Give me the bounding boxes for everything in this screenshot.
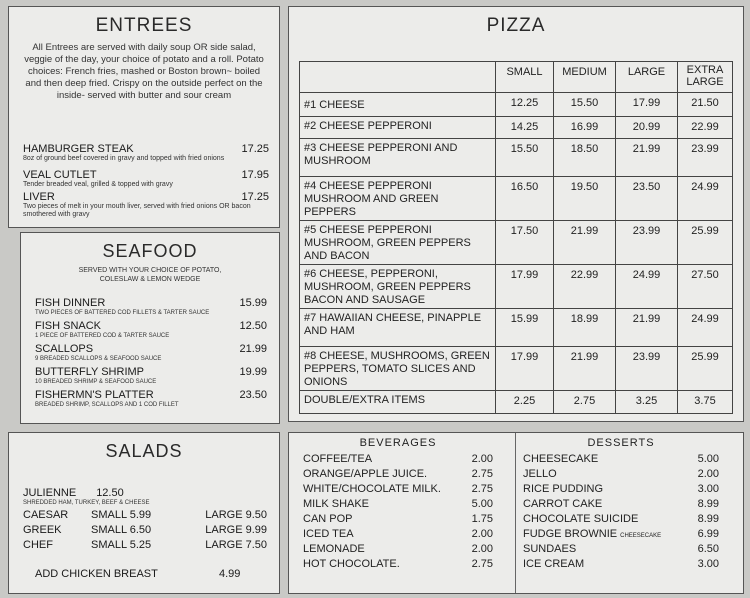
- dessert-price: 6.50: [697, 543, 719, 555]
- seafood-name: BUTTERFLY SHRIMP: [35, 366, 144, 378]
- pizza-price-xlarge: 24.99: [691, 181, 719, 193]
- beverage-name: ICED TEA: [303, 528, 354, 540]
- salad-small-price: SMALL 6.50: [91, 524, 152, 536]
- pizza-price-large: 23.99: [616, 221, 678, 264]
- pizza-row: [300, 139, 732, 177]
- dessert-price: 3.00: [697, 558, 719, 570]
- entree-desc: Tender breaded veal, grilled & topped with gravy: [23, 181, 173, 188]
- pizza-price-small: 16.50: [496, 177, 554, 220]
- pizza-price-xlarge: 22.99: [691, 121, 719, 133]
- pizza-price-xlarge: 21.50: [691, 97, 719, 109]
- beverage-item: [303, 468, 493, 483]
- salad-row: [23, 509, 267, 524]
- pizza-title: PIZZA: [486, 15, 546, 36]
- salad-name: CHEF: [23, 539, 53, 551]
- seafood-price: 23.50: [239, 389, 267, 401]
- dessert-name: CHEESECAKE: [523, 453, 599, 465]
- pizza-name: #8 CHEESE, MUSHROOMS, GREEN PEPPERS, TOMATO SLICES AND ONIONS: [300, 347, 496, 390]
- beverage-price: 5.00: [471, 498, 493, 510]
- pizza-price-xlarge: 24.99: [691, 313, 719, 325]
- pizza-name: #1 CHEESE: [300, 93, 496, 116]
- entree-item: [23, 143, 269, 169]
- entree-price: 17.25: [241, 191, 269, 203]
- pizza-name: #2 CHEESE PEPPERONI: [300, 117, 496, 138]
- salad-name: JULIENNE: [23, 487, 77, 499]
- dessert-item: [523, 468, 719, 483]
- beverage-name: CAN POP: [303, 513, 353, 525]
- pizza-price-large: 21.99: [616, 139, 678, 176]
- pizza-price-large: 20.99: [616, 117, 678, 138]
- beverage-item: [303, 498, 493, 513]
- beverage-price: 1.75: [471, 513, 493, 525]
- salad-name: CAESAR: [23, 509, 69, 521]
- pizza-row: [300, 309, 732, 347]
- entree-price: 17.25: [241, 143, 269, 155]
- pizza-name: DOUBLE/EXTRA ITEMS: [300, 391, 496, 413]
- pizza-price-medium: 21.99: [554, 347, 616, 390]
- salad-small-price: SMALL 5.99: [91, 509, 152, 521]
- dessert-name: JELLO: [523, 468, 557, 480]
- entrees-intro: All Entrees are served with daily soup OR side salad, veggie of the day, your choice of potato and a roll. Potato choices: French fries, mashed or Boston brown~ boiled and then deep fried. Crispy on the outside perfect on the inside- served with butter and sour cream: [24, 42, 264, 101]
- pizza-price-medium: 18.50: [554, 139, 616, 176]
- beverage-price: 2.75: [471, 468, 493, 480]
- seafood-desc: BREADED SHRIMP, SCALLOPS AND 1 COD FILLET: [35, 402, 179, 408]
- dessert-item: [523, 453, 719, 468]
- seafood-desc: 10 BREADED SHRIMP & SEAFOOD SAUCE: [35, 379, 157, 385]
- dessert-price: 3.00: [697, 483, 719, 495]
- salad-row: [23, 524, 267, 539]
- pizza-row: [300, 93, 732, 117]
- seafood-title: SEAFOOD: [102, 241, 198, 261]
- seafood-desc: 1 PIECE OF BATTERED COD & TARTER SAUCE: [35, 333, 170, 339]
- seafood-price: 12.50: [239, 320, 267, 332]
- beverages-section: [303, 433, 493, 573]
- pizza-price-large: 23.50: [616, 177, 678, 220]
- seafood-desc: TWO PIECES OF BATTERED COD FILLETS & TARTER SAUCE: [35, 310, 210, 316]
- size-header: MEDIUM: [554, 62, 616, 92]
- beverage-name: COFFEE/TEA: [303, 453, 373, 465]
- beverage-price: 2.75: [471, 558, 493, 570]
- seafood-item: [35, 320, 267, 343]
- pizza-name: #5 CHEESE PEPPERONI MUSHROOM, GREEN PEPPERS AND BACON: [300, 221, 496, 264]
- desserts-title: DESSERTS: [587, 437, 655, 449]
- seafood-item: [35, 297, 267, 320]
- seafood-name: SCALLOPS: [35, 343, 94, 355]
- pizza-price-xlarge: 3.75: [694, 395, 716, 407]
- entrees-panel: [8, 6, 280, 228]
- pizza-name: #3 CHEESE PEPPERONI AND MUSHROOM: [300, 139, 496, 176]
- pizza-price-large: 21.99: [616, 309, 678, 346]
- pizza-price-small: 14.25: [496, 117, 554, 138]
- beverage-name: MILK SHAKE: [303, 498, 370, 510]
- size-header: SMALL: [496, 62, 554, 92]
- seafood-price: 21.99: [239, 343, 267, 355]
- divider: [515, 433, 516, 593]
- dessert-item: [523, 513, 719, 528]
- pizza-price-medium: 15.50: [554, 93, 616, 116]
- seafood-subtitle: SERVED WITH YOUR CHOICE OF POTATO, COLESLAW & LEMON WEDGE: [78, 267, 222, 283]
- beverage-price: 2.75: [471, 483, 493, 495]
- dessert-price: 2.00: [697, 468, 719, 480]
- pizza-row: [300, 117, 732, 139]
- seafood-name: FISHERMN'S PLATTER: [35, 389, 154, 401]
- beverage-price: 2.00: [471, 543, 493, 555]
- pizza-row: [300, 177, 732, 221]
- beverage-name: LEMONADE: [303, 543, 365, 555]
- pizza-price-medium: 18.99: [554, 309, 616, 346]
- pizza-name: #4 CHEESE PEPPERONI MUSHROOM AND GREEN PEPPERS: [300, 177, 496, 220]
- salads-panel: [8, 432, 280, 594]
- pizza-price-large: 17.99: [616, 93, 678, 116]
- addon-name: ADD CHICKEN BREAST: [35, 568, 158, 580]
- beverage-item: [303, 483, 493, 498]
- dessert-price: 5.00: [697, 453, 719, 465]
- pizza-price-large: 24.99: [616, 265, 678, 308]
- pizza-price-small: 17.99: [496, 347, 554, 390]
- pizza-price-large: 23.99: [616, 347, 678, 390]
- beverage-item: [303, 558, 493, 573]
- pizza-table: [299, 61, 733, 414]
- dessert-name: CARROT CAKE: [523, 498, 603, 510]
- salad-small-price: SMALL 5.25: [91, 539, 152, 551]
- pizza-price-small: 17.50: [496, 221, 554, 264]
- entree-desc: 8oz of ground beef covered in gravy and topped with fried onions: [23, 155, 225, 162]
- dessert-item: [523, 498, 719, 513]
- desserts-section: [523, 433, 719, 573]
- seafood-desc: 9 BREADED SCALLOPS & SEAFOOD SAUCE: [35, 356, 162, 362]
- pizza-header-row: [300, 62, 732, 93]
- salads-title: SALADS: [105, 441, 183, 461]
- seafood-item: [35, 389, 267, 409]
- drinks-desserts-panel: [288, 432, 744, 594]
- beverage-name: WHITE/CHOCOLATE MILK.: [303, 483, 441, 495]
- pizza-name: #6 CHEESE, PEPPERONI, MUSHROOM, GREEN PEPPERS BACON AND SAUSAGE: [300, 265, 496, 308]
- pizza-price-medium: 19.50: [554, 177, 616, 220]
- pizza-price-small: 15.50: [496, 139, 554, 176]
- pizza-price-xlarge: 27.50: [691, 269, 719, 281]
- seafood-panel: [20, 232, 280, 424]
- pizza-price-medium: 2.75: [554, 391, 616, 413]
- entree-name: LIVER: [23, 191, 55, 203]
- pizza-price-small: 17.99: [496, 265, 554, 308]
- pizza-name: #7 HAWAIIAN CHEESE, PINAPPLE AND HAM: [300, 309, 496, 346]
- dessert-item: [523, 483, 719, 498]
- dessert-item: [523, 558, 719, 573]
- beverage-item: [303, 453, 493, 468]
- pizza-price-xlarge: 25.99: [691, 225, 719, 237]
- salad-row: [23, 539, 267, 554]
- beverage-item: [303, 543, 493, 558]
- salad-price: 12.50: [96, 487, 124, 499]
- beverage-item: [303, 513, 493, 528]
- beverage-item: [303, 528, 493, 543]
- beverage-name: HOT CHOCOLATE.: [303, 558, 400, 570]
- beverages-title: BEVERAGES: [359, 437, 437, 449]
- beverage-price: 2.00: [471, 453, 493, 465]
- dessert-name: ICE CREAM: [523, 558, 585, 570]
- pizza-price-small: 15.99: [496, 309, 554, 346]
- seafood-name: FISH SNACK: [35, 320, 102, 332]
- addon-price: 4.99: [219, 568, 241, 580]
- pizza-row: [300, 221, 732, 265]
- dessert-item: [523, 528, 719, 543]
- seafood-name: FISH DINNER: [35, 297, 106, 309]
- dessert-price: 6.99: [697, 528, 719, 540]
- entree-name: HAMBURGER STEAK: [23, 143, 134, 155]
- beverage-name: ORANGE/APPLE JUICE.: [303, 468, 428, 480]
- entree-item: [23, 191, 269, 219]
- dessert-name: CHOCOLATE SUICIDE: [523, 513, 639, 525]
- seafood-item: [35, 343, 267, 366]
- dessert-name: RICE PUDDING: [523, 483, 604, 495]
- dessert-price: 8.99: [697, 498, 719, 510]
- salad-julienne: [23, 487, 267, 509]
- dessert-name: FUDGE BROWNIE: [523, 528, 618, 540]
- pizza-row: [300, 265, 732, 309]
- entree-name: VEAL CUTLET: [23, 169, 97, 181]
- entree-item: [23, 169, 269, 191]
- size-header: LARGE: [616, 62, 678, 92]
- beverage-price: 2.00: [471, 528, 493, 540]
- salad-addon: [23, 568, 267, 583]
- pizza-price-medium: 22.99: [554, 265, 616, 308]
- entrees-title: ENTREES: [95, 15, 193, 36]
- pizza-panel: [288, 6, 744, 422]
- entree-price: 17.95: [241, 169, 269, 181]
- pizza-price-small: 12.25: [496, 93, 554, 116]
- salad-name: GREEK: [23, 524, 62, 536]
- seafood-price: 19.99: [239, 366, 267, 378]
- pizza-price-xlarge: 25.99: [691, 351, 719, 363]
- salad-desc: SHREDDED HAM, TURKEY, BEEF & CHEESE: [23, 500, 150, 506]
- pizza-price-large: 3.25: [616, 391, 678, 413]
- salad-large-price: LARGE 9.50: [205, 509, 267, 521]
- seafood-price: 15.99: [239, 297, 267, 309]
- pizza-price-medium: 21.99: [554, 221, 616, 264]
- entree-desc: Two pieces of melt in your mouth liver, served with fried onions OR bacon smothered with gravy: [23, 203, 251, 218]
- pizza-price-medium: 16.99: [554, 117, 616, 138]
- salad-large-price: LARGE 9.99: [205, 524, 267, 536]
- dessert-note: CHEESECAKE: [620, 533, 662, 539]
- dessert-price: 8.99: [697, 513, 719, 525]
- size-header: EXTRA LARGE: [686, 64, 724, 88]
- seafood-item: [35, 366, 267, 389]
- dessert-item: [523, 543, 719, 558]
- pizza-row: [300, 347, 732, 391]
- pizza-price-small: 2.25: [496, 391, 554, 413]
- pizza-price-xlarge: 23.99: [691, 143, 719, 155]
- pizza-row: [300, 391, 732, 413]
- dessert-name: SUNDAES: [523, 543, 577, 555]
- salad-large-price: LARGE 7.50: [205, 539, 267, 551]
